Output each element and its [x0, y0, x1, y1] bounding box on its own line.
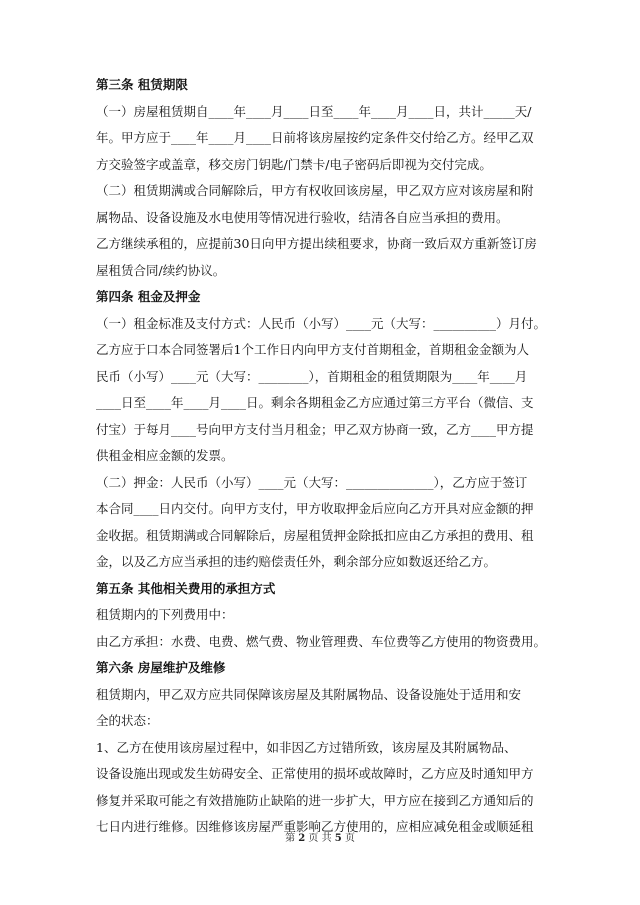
- text-line: 1、乙方在使用该房屋过程中，如非因乙方过错所致，该房屋及其附属物品、: [96, 739, 517, 755]
- page-footer: [0, 829, 640, 844]
- text-line: （一）租金标准及支付方式：人民币（小写）____元（大写：__________）月付。: [96, 315, 547, 331]
- total-page-count: 5: [334, 833, 342, 844]
- section-heading: 第三条 租赁期限: [96, 77, 188, 92]
- text-line: 由乙方承担：水费、电费、燃气费、物业管理费、车位费等乙方使用的物资费用。: [96, 633, 547, 649]
- current-page-number: 2: [298, 833, 306, 844]
- text-line: 租赁期内的下列费用中：: [96, 607, 234, 622]
- text-line: 年。甲方应于____年____月____日前将该房屋按约定条件交付给乙方。经甲乙双: [96, 130, 534, 145]
- section-heading: 第四条 租金及押金: [96, 289, 201, 304]
- text-line: （一）房屋租赁期自____年____月____日至____年____月____日，共计_____天/: [96, 103, 532, 119]
- text-line: 金收据。租赁期满或合同解除后，房屋租赁押金除抵扣应由乙方承担的费用、租: [96, 527, 534, 543]
- text-line: 属物品、设备设施及水电使用等情况进行验收，结清各自应当承担的费用。: [96, 209, 509, 225]
- text-line: 租赁期内，甲乙双方应共同保障该房屋及其附属物品、设备设施处于适用和安: [96, 686, 522, 702]
- text-line: 屋租赁合同/续约协议。: [96, 262, 226, 278]
- text-line: 设备设施出现或发生妨碍安全、正常使用的损坏或故障时，乙方应及时通知甲方: [96, 766, 534, 781]
- footer-suffix: 页: [344, 833, 355, 844]
- text-line: 金，以及乙方应当承担的违约赔偿责任外，剩余部分应如数返还给乙方。: [96, 554, 497, 569]
- text-line: 修复并采取可能之有效措施防止缺陷的进一步扩大，甲方应在接到乙方通知后的: [96, 792, 534, 808]
- text-line: 七日内进行维修。因维修该房屋严重影响乙方使用的，应相应减免租金或顺延租: [96, 819, 534, 834]
- document-body: [96, 72, 548, 841]
- text-line: 方交验签字或盖章，移交房门钥匙/门禁卡/电子密码后即视为交付完成。: [96, 156, 492, 172]
- footer-middle: 页 共: [308, 833, 332, 844]
- section-heading: 第六条 房屋维护及维修: [96, 660, 226, 675]
- text-line: 民币（小写）____元（大写：________），首期租金的租赁期限为____年____月: [96, 368, 528, 384]
- text-line: 付宝）于每月____号向甲方支付当月租金；甲乙双方协商一致，乙方____甲方提: [96, 421, 534, 437]
- text-line: 乙方继续承租的，应提前30日向甲方提出续租要求，协商一致后双方重新签订房: [96, 236, 537, 251]
- text-line: 供租金相应金额的发票。: [96, 448, 234, 463]
- section-heading: 第五条 其他相关费用的承担方式: [96, 580, 276, 596]
- text-line: 乙方应于口本合同签署后1个工作日内向甲方支付首期租金，首期租金金额为人: [96, 342, 529, 357]
- text-line: 全的状态：: [96, 713, 159, 728]
- text-line: （二）租赁期满或合同解除后，甲方有权收回该房屋，甲乙双方应对该房屋和附: [96, 183, 534, 198]
- text-line: ____日至____年____月____日。剩余各期租金乙方应通过第三方平台（微信、支: [96, 395, 534, 410]
- text-line: 本合同____日内交付。向甲方支付，甲方收取押金后应向乙方开具对应金额的押: [96, 501, 534, 516]
- text-line: （二）押金：人民币（小写）____元（大写：______________），乙方应于签订: [96, 474, 528, 490]
- footer-prefix: 第: [285, 833, 296, 844]
